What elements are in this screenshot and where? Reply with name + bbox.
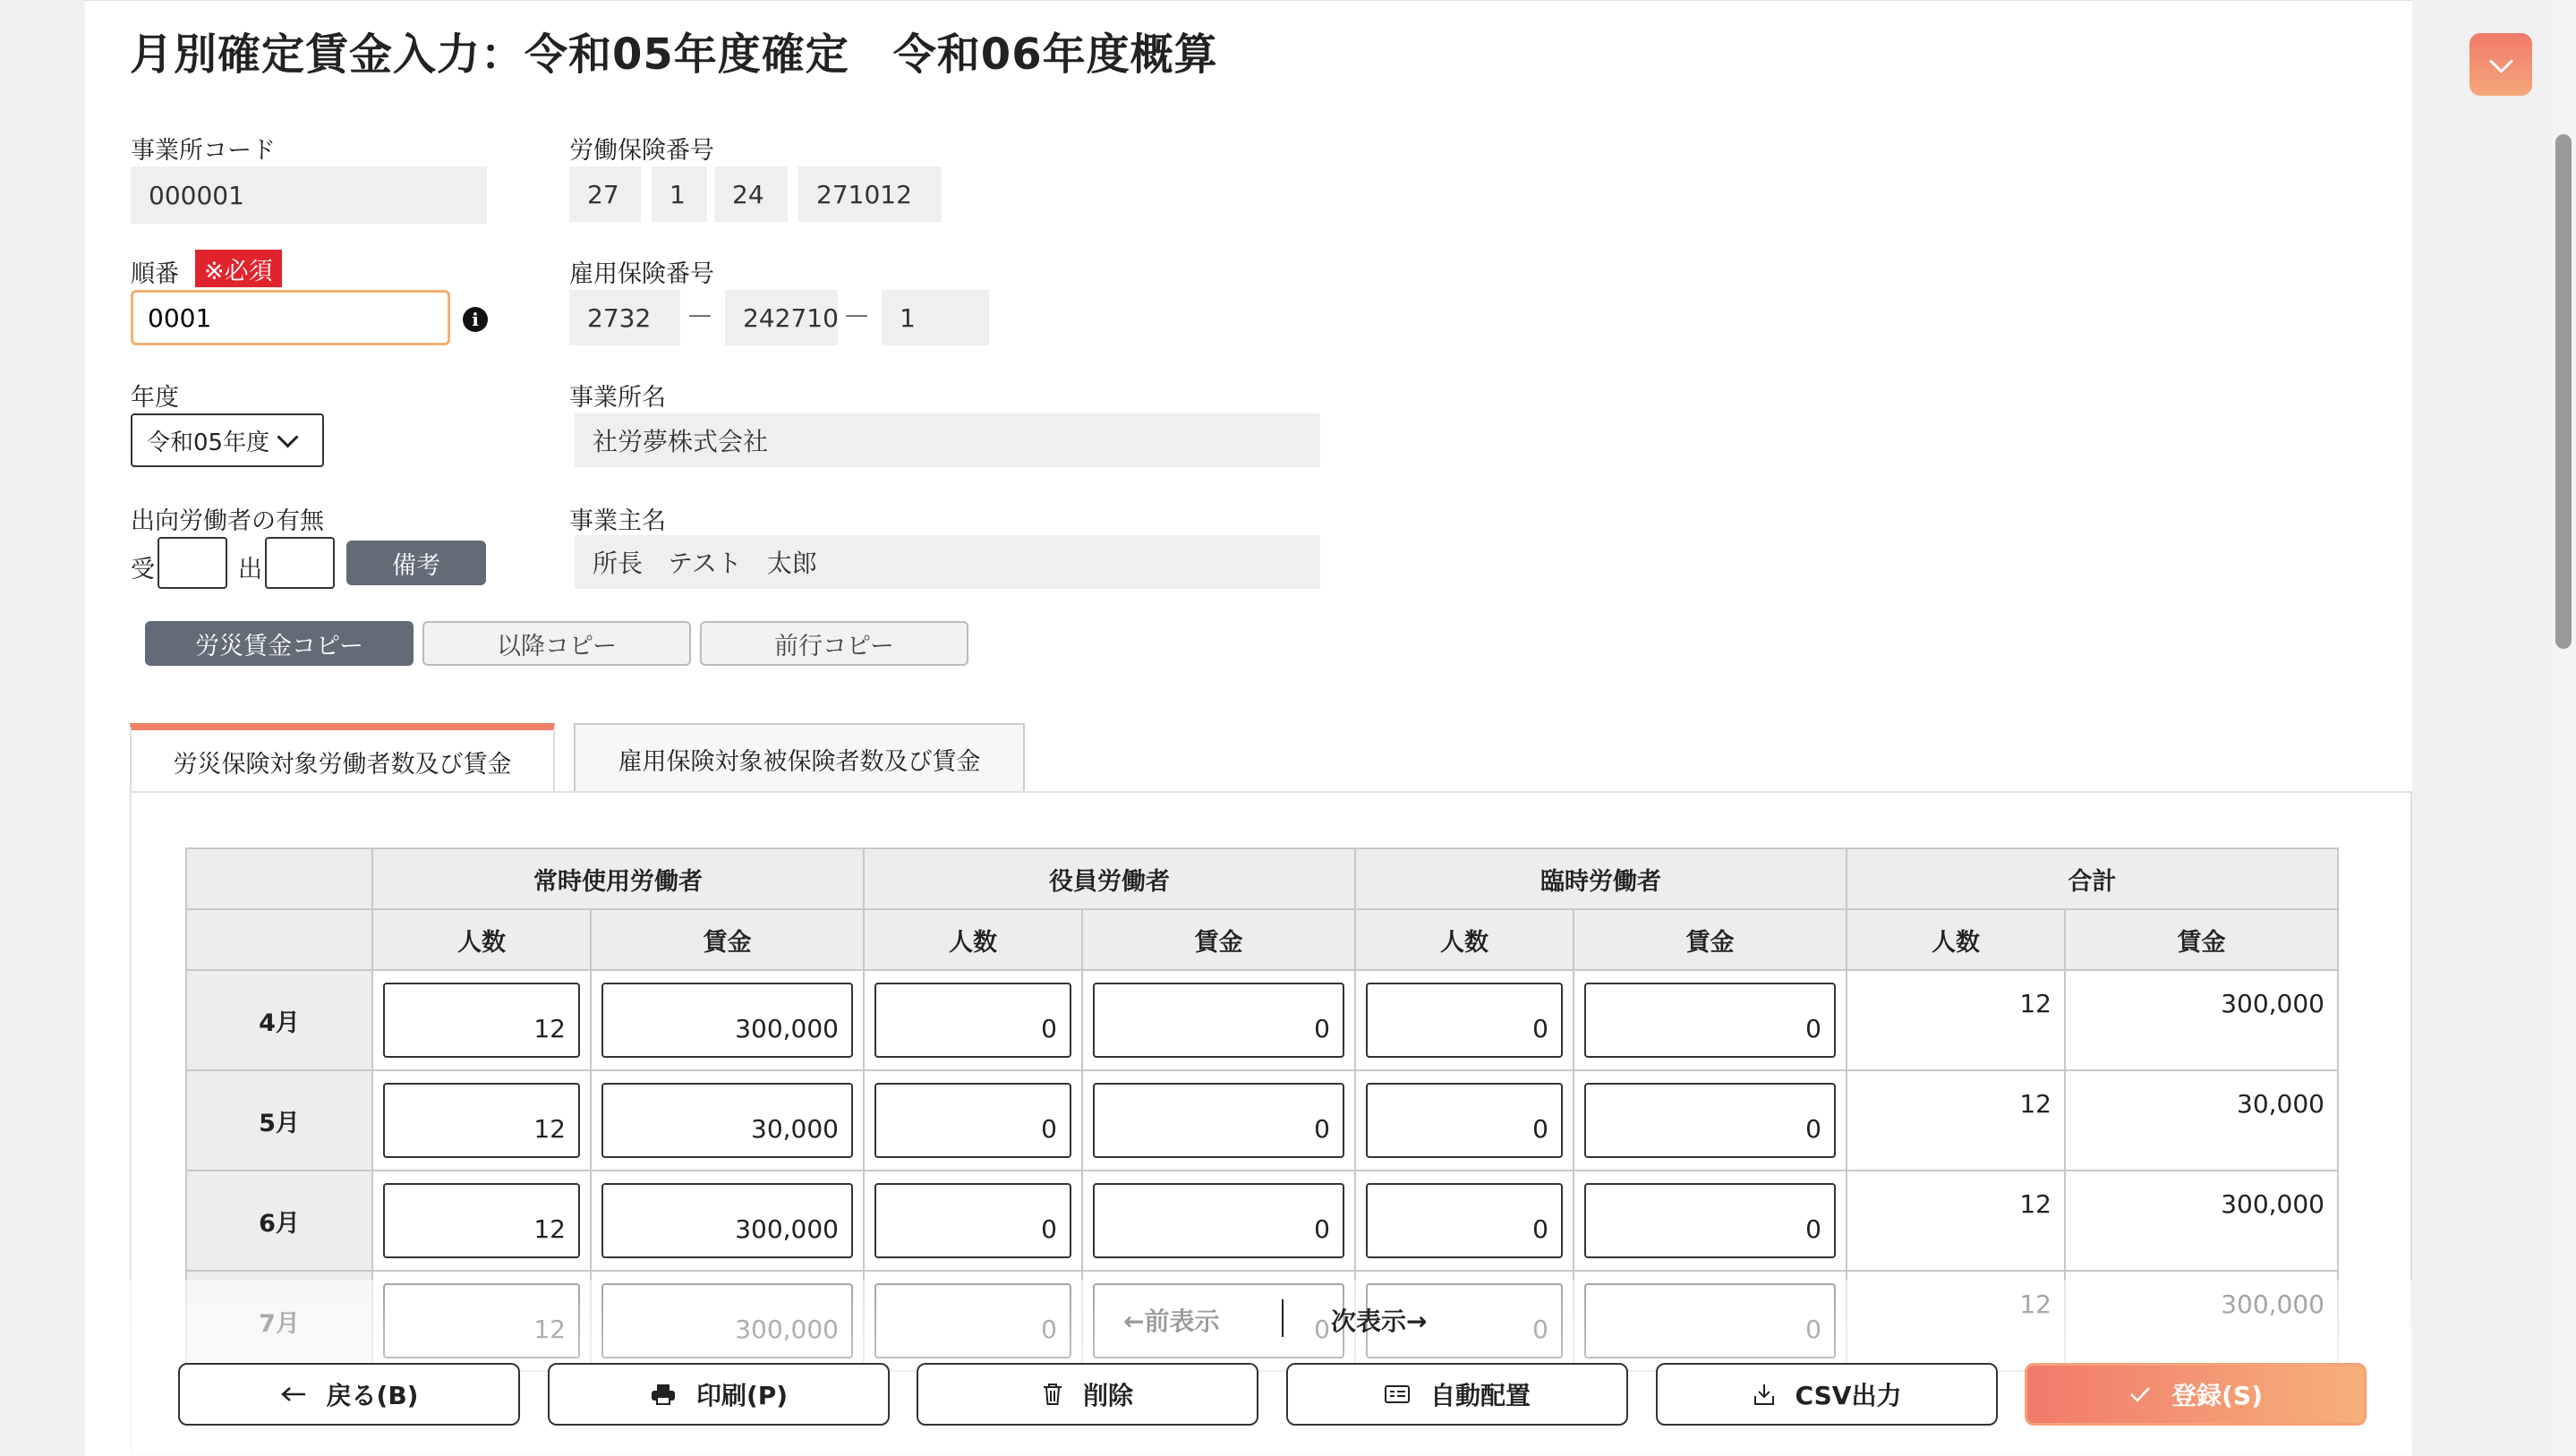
copy-following-button[interactable]: 以降コピー <box>422 621 691 666</box>
month-cell: 4月 <box>186 970 372 1070</box>
sub-header: 賃金 <box>591 909 864 970</box>
temporary-count-input[interactable]: 0 <box>1366 983 1563 1058</box>
temporary-wage-input[interactable]: 0 <box>1584 1183 1836 1258</box>
regular-count-input[interactable]: 12 <box>383 1183 580 1258</box>
info-icon[interactable]: i <box>463 307 488 332</box>
officer-wage-input[interactable]: 0 <box>1093 1183 1344 1258</box>
table-row <box>186 1171 2338 1271</box>
next-page-link[interactable]: 次表示→ <box>1331 1307 1428 1336</box>
labor-insurance-label: 労働保険番号 <box>569 137 714 165</box>
year-select-value: 令和05年度 <box>147 429 270 456</box>
trash-icon <box>1042 1382 1063 1407</box>
sub-header: 人数 <box>1847 909 2065 970</box>
register-button[interactable] <box>2025 1363 2367 1426</box>
total-count-cell: 12 <box>1847 970 2065 1070</box>
download-icon <box>1753 1382 1776 1407</box>
group-header: 臨時労働者 <box>1355 848 1847 909</box>
sub-header: 人数 <box>372 909 591 970</box>
total-wage-cell: 30,000 <box>2065 1070 2338 1171</box>
arrow-left-icon <box>280 1385 307 1403</box>
officer-count-input[interactable]: 0 <box>874 983 1071 1058</box>
page-title: 月別確定賃金入力：令和05年度確定 令和06年度概算 <box>130 30 1218 80</box>
pager-divider <box>1282 1299 1284 1337</box>
collapse-button[interactable] <box>2469 33 2532 96</box>
check-icon <box>2128 1385 2152 1403</box>
tab-workers-comp[interactable]: 労災保険対象労働者数及び賃金 <box>130 723 555 793</box>
send-label: 出 <box>238 556 262 583</box>
owner-name-field: 所長 テスト 太郎 <box>575 535 1320 589</box>
regular-wage-input[interactable]: 30,000 <box>601 1083 853 1158</box>
dash-separator: — <box>688 302 712 328</box>
sub-header: 人数 <box>864 909 1082 970</box>
temporary-count-input[interactable]: 0 <box>1366 1083 1563 1158</box>
owner-label: 事業主名 <box>569 507 666 535</box>
order-label: 順番 <box>131 260 179 288</box>
register-button-label: 登録(S) <box>2171 1381 2263 1410</box>
delete-button[interactable] <box>917 1363 1258 1426</box>
corner-cell <box>186 909 372 970</box>
employment-insurance-part-1: 2732 <box>569 290 680 345</box>
back-button[interactable] <box>178 1363 520 1426</box>
month-cell: 5月 <box>186 1070 372 1171</box>
delete-button-label: 削除 <box>1082 1381 1133 1410</box>
auto-arrange-button[interactable] <box>1286 1363 1628 1426</box>
list-card-icon <box>1384 1384 1411 1405</box>
labor-insurance-part-4: 271012 <box>798 166 942 222</box>
regular-wage-input[interactable]: 300,000 <box>601 1183 853 1258</box>
tab-employment-insurance[interactable]: 雇用保険対象被保険者数及び賃金 <box>574 723 1025 793</box>
table-row <box>186 970 2338 1070</box>
corner-cell <box>186 848 372 909</box>
sub-header: 賃金 <box>1574 909 1847 970</box>
total-count-cell: 12 <box>1847 1070 2065 1171</box>
regular-count-input[interactable]: 12 <box>383 983 580 1058</box>
officer-wage-input[interactable]: 0 <box>1093 1083 1344 1158</box>
send-input[interactable] <box>265 537 335 589</box>
csv-export-button[interactable] <box>1656 1363 1998 1426</box>
prev-page-link[interactable]: ←前表示 <box>1123 1307 1220 1336</box>
temporary-wage-input[interactable]: 0 <box>1584 1083 1836 1158</box>
dash-separator: — <box>845 302 868 328</box>
csv-export-button-label: CSV出力 <box>1795 1381 1902 1410</box>
receive-label: 受 <box>131 556 155 583</box>
chevron-down-icon <box>277 426 299 447</box>
month-cell: 6月 <box>186 1171 372 1271</box>
sub-header: 賃金 <box>1082 909 1355 970</box>
year-label: 年度 <box>131 384 179 412</box>
order-input[interactable] <box>131 290 450 345</box>
labor-insurance-part-3: 24 <box>714 166 788 222</box>
group-header: 合計 <box>1847 848 2338 909</box>
office-name-field: 社労夢株式会社 <box>575 413 1320 467</box>
labor-insurance-part-1: 27 <box>569 166 641 222</box>
employment-insurance-part-2: 242710 <box>725 290 838 345</box>
group-header: 役員労働者 <box>864 848 1355 909</box>
officer-count-input[interactable]: 0 <box>874 1183 1071 1258</box>
copy-previous-row-button[interactable]: 前行コピー <box>700 621 968 666</box>
print-button[interactable] <box>548 1363 890 1426</box>
officer-count-input[interactable]: 0 <box>874 1083 1071 1158</box>
chevron-down-icon <box>2489 49 2513 73</box>
office-code-field: 000001 <box>131 166 487 224</box>
auto-arrange-button-label: 自動配置 <box>1429 1381 1531 1410</box>
print-button-label: 印刷(P) <box>695 1381 789 1410</box>
temporary-wage-input[interactable]: 0 <box>1584 983 1836 1058</box>
table-row <box>186 1070 2338 1171</box>
sub-header: 賃金 <box>2065 909 2338 970</box>
year-select[interactable] <box>131 413 324 467</box>
secondment-label: 出向労働者の有無 <box>131 507 324 535</box>
regular-count-input[interactable]: 12 <box>383 1083 580 1158</box>
total-wage-cell: 300,000 <box>2065 970 2338 1070</box>
office-name-label: 事業所名 <box>569 384 666 412</box>
printer-icon <box>650 1383 677 1406</box>
employment-insurance-part-3: 1 <box>882 290 989 345</box>
labor-insurance-part-2: 1 <box>652 166 707 222</box>
sub-header: 人数 <box>1355 909 1574 970</box>
temporary-count-input[interactable]: 0 <box>1366 1183 1563 1258</box>
remarks-button[interactable]: 備考 <box>346 541 486 585</box>
workers-comp-copy-button[interactable]: 労災賃金コピー <box>145 621 414 666</box>
scrollbar-thumb[interactable] <box>2555 134 2572 649</box>
officer-wage-input[interactable]: 0 <box>1093 983 1344 1058</box>
regular-wage-input[interactable]: 300,000 <box>601 983 853 1058</box>
back-button-label: 戻る(B) <box>326 1381 419 1410</box>
receive-input[interactable] <box>158 537 227 589</box>
group-header: 常時使用労働者 <box>372 848 864 909</box>
required-badge: ※必須 <box>195 250 282 287</box>
office-code-label: 事業所コード <box>131 137 276 165</box>
total-count-cell: 12 <box>1847 1171 2065 1271</box>
employment-insurance-label: 雇用保険番号 <box>569 260 714 288</box>
total-wage-cell: 300,000 <box>2065 1171 2338 1271</box>
